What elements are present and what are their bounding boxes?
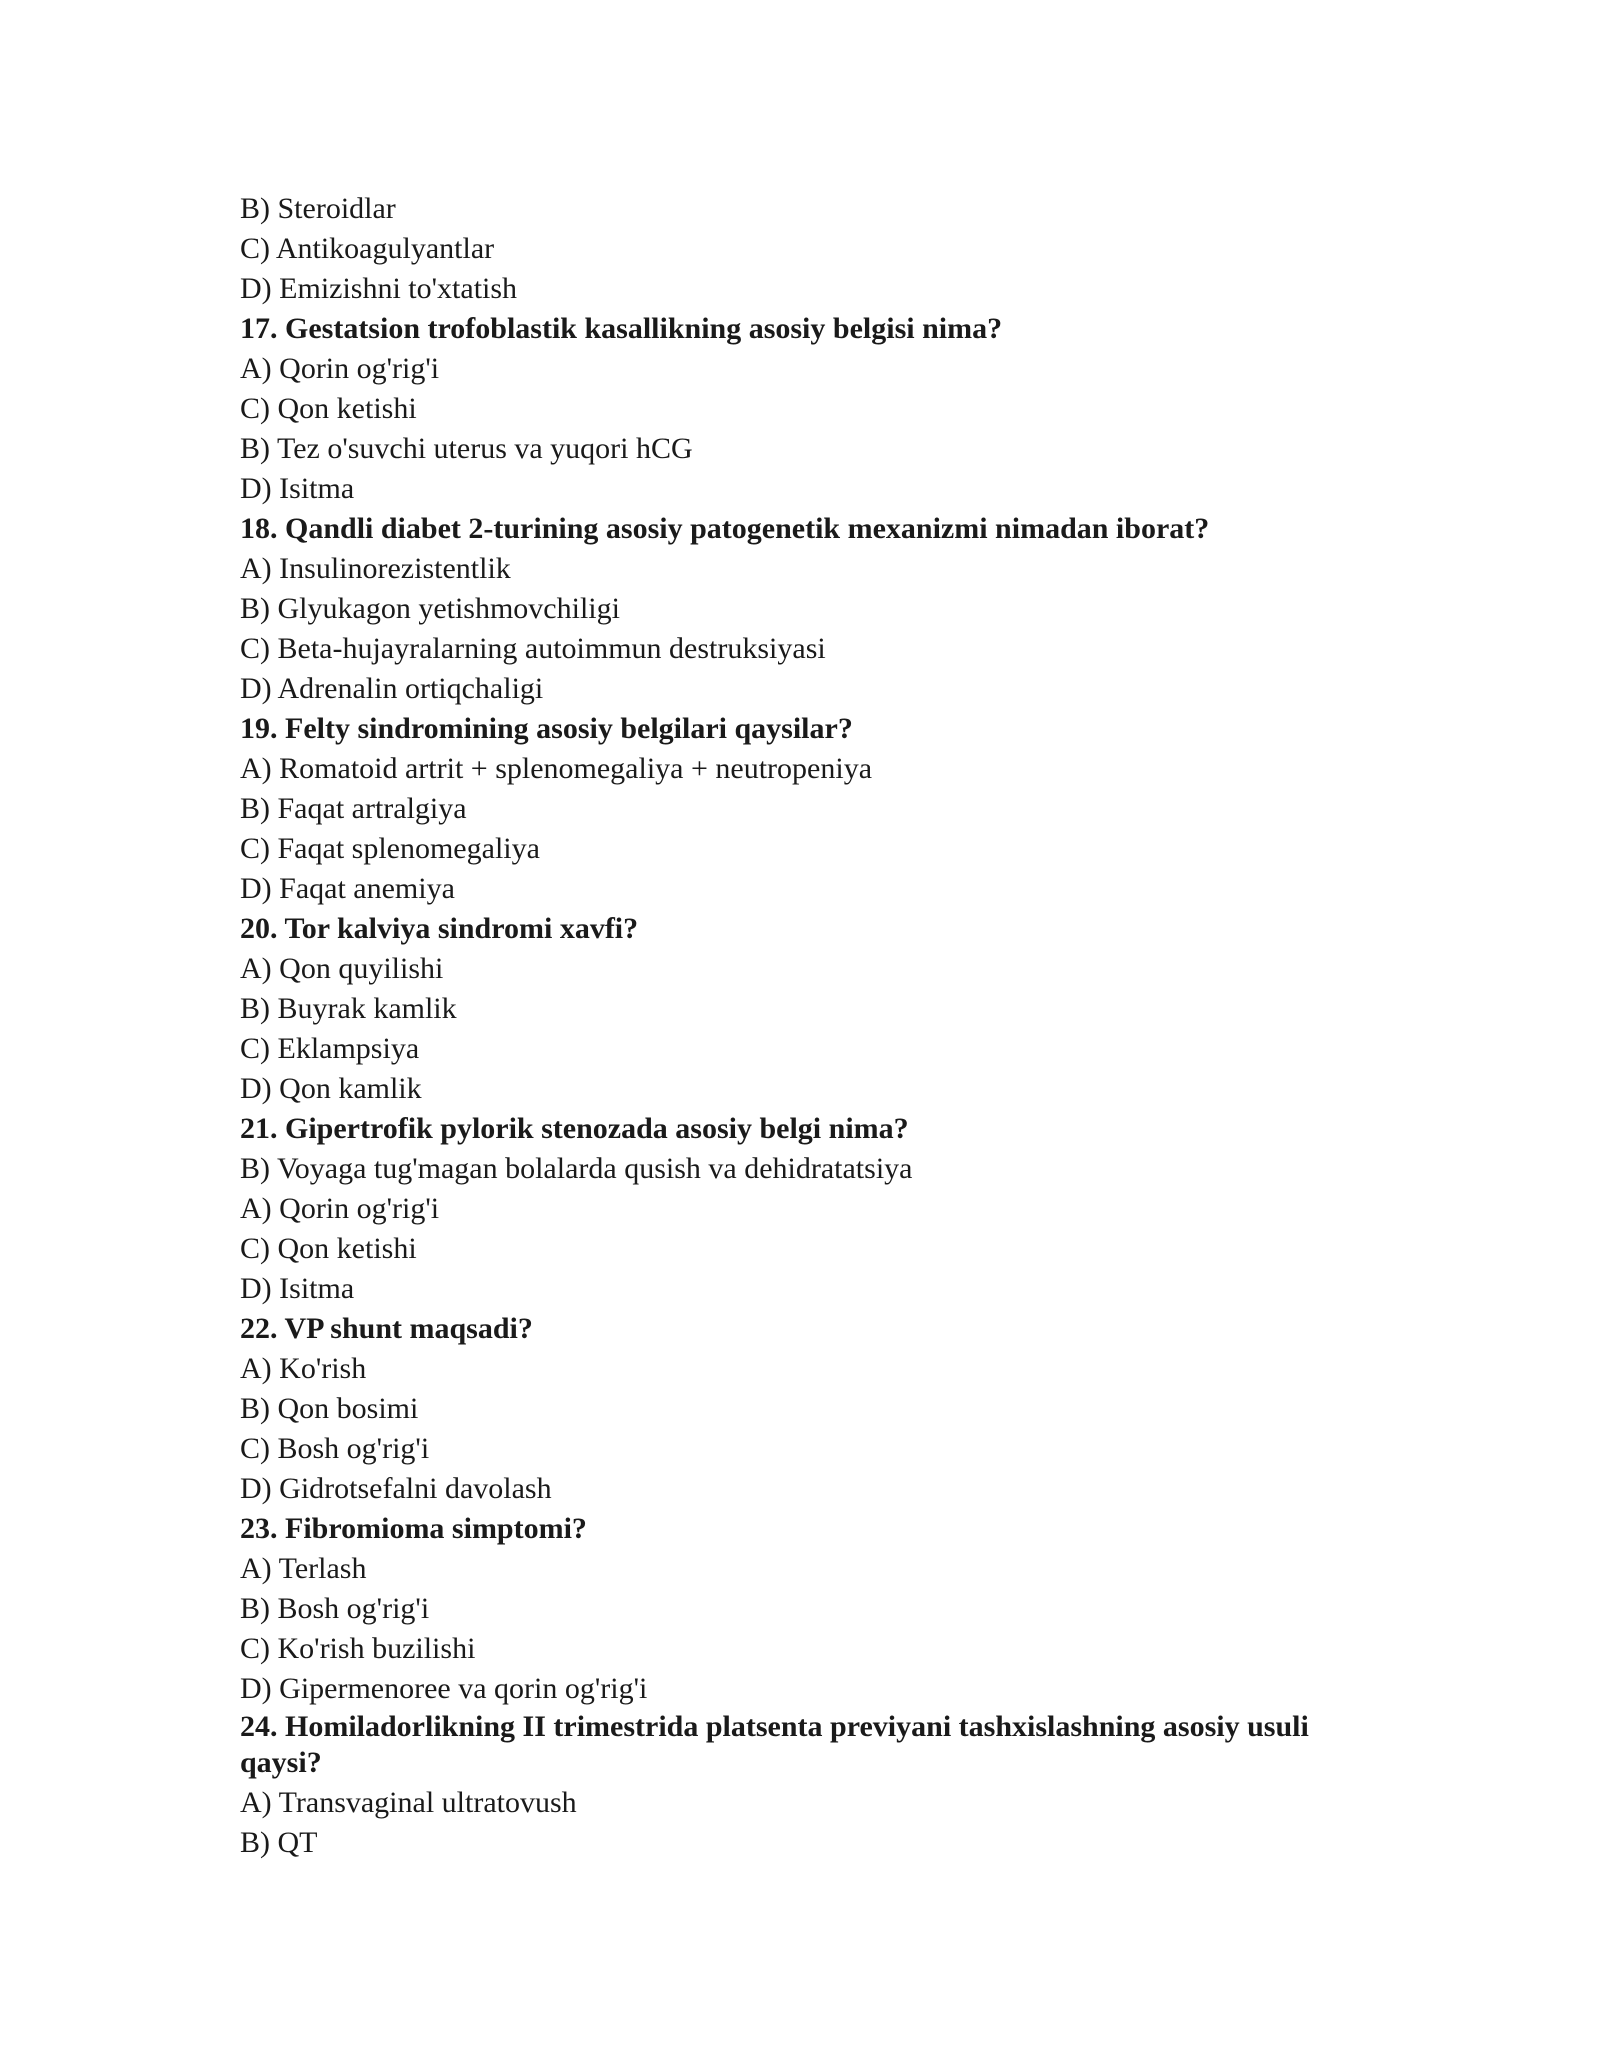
answer-option: D) Gidrotsefalni davolash — [240, 1472, 552, 1505]
answer-option: A) Transvaginal ultratovush — [240, 1786, 577, 1819]
question-heading: 21. Gipertrofik pylorik stenozada asosiy belgi nima? — [240, 1112, 909, 1145]
answer-option: B) Tez o'suvchi uterus va yuqori hCG — [240, 432, 693, 465]
answer-option: C) Ko'rish buzilishi — [240, 1632, 476, 1665]
answer-option: B) Steroidlar — [240, 192, 396, 225]
question-heading: 19. Felty sindromining asosiy belgilari qaysilar? — [240, 712, 853, 745]
document-page — [240, 189, 1390, 1863]
question-heading: 22. VP shunt maqsadi? — [240, 1312, 533, 1345]
answer-option: D) Isitma — [240, 472, 355, 505]
answer-option: A) Terlash — [240, 1552, 367, 1585]
answer-option: B) Qon bosimi — [240, 1392, 419, 1425]
question-heading: 18. Qandli diabet 2-turining asosiy patogenetik mexanizmi nimadan iborat? — [240, 512, 1210, 545]
answer-option: A) Ko'rish — [240, 1352, 367, 1385]
answer-option: D) Adrenalin ortiqchaligi — [240, 672, 544, 705]
answer-option: C) Bosh og'rig'i — [240, 1432, 430, 1465]
answer-option: A) Qorin og'rig'i — [240, 352, 440, 385]
answer-option: A) Insulinorezistentlik — [240, 552, 511, 585]
question-heading: 23. Fibromioma simptomi? — [240, 1512, 587, 1545]
answer-option: C) Qon ketishi — [240, 1232, 417, 1265]
answer-option: B) Glyukagon yetishmovchiligi — [240, 592, 620, 625]
answer-option: D) Qon kamlik — [240, 1072, 422, 1105]
answer-option: D) Faqat anemiya — [240, 872, 455, 905]
question-heading: 24. Homiladorlikning II trimestrida platsenta previyani tashxislashning asosiy usuli qaysi? — [240, 1710, 1309, 1779]
answer-option: D) Isitma — [240, 1272, 355, 1305]
answer-option: D) Gipermenoree va qorin og'rig'i — [240, 1672, 648, 1705]
answer-option: B) Faqat artralgiya — [240, 792, 467, 825]
answer-option: C) Antikoagulyantlar — [240, 232, 495, 265]
answer-option: C) Faqat splenomegaliya — [240, 832, 540, 865]
answer-option: C) Beta-hujayralarning autoimmun destruksiyasi — [240, 632, 826, 665]
answer-option: A) Romatoid artrit + splenomegaliya + neutropeniya — [240, 752, 873, 785]
answer-option: B) Voyaga tug'magan bolalarda qusish va dehidratatsiya — [240, 1152, 913, 1185]
answer-option: C) Qon ketishi — [240, 392, 417, 425]
answer-option: A) Qon quyilishi — [240, 952, 444, 985]
question-heading: 17. Gestatsion trofoblastik kasallikning asosiy belgisi nima? — [240, 312, 1003, 345]
answer-option: A) Qorin og'rig'i — [240, 1192, 440, 1225]
answer-option: B) Bosh og'rig'i — [240, 1592, 430, 1625]
answer-option: C) Eklampsiya — [240, 1032, 420, 1065]
answer-option: B) Buyrak kamlik — [240, 992, 457, 1025]
answer-option: D) Emizishni to'xtatish — [240, 272, 518, 305]
answer-option: B) QT — [240, 1826, 318, 1859]
question-heading: 20. Tor kalviya sindromi xavfi? — [240, 912, 639, 945]
